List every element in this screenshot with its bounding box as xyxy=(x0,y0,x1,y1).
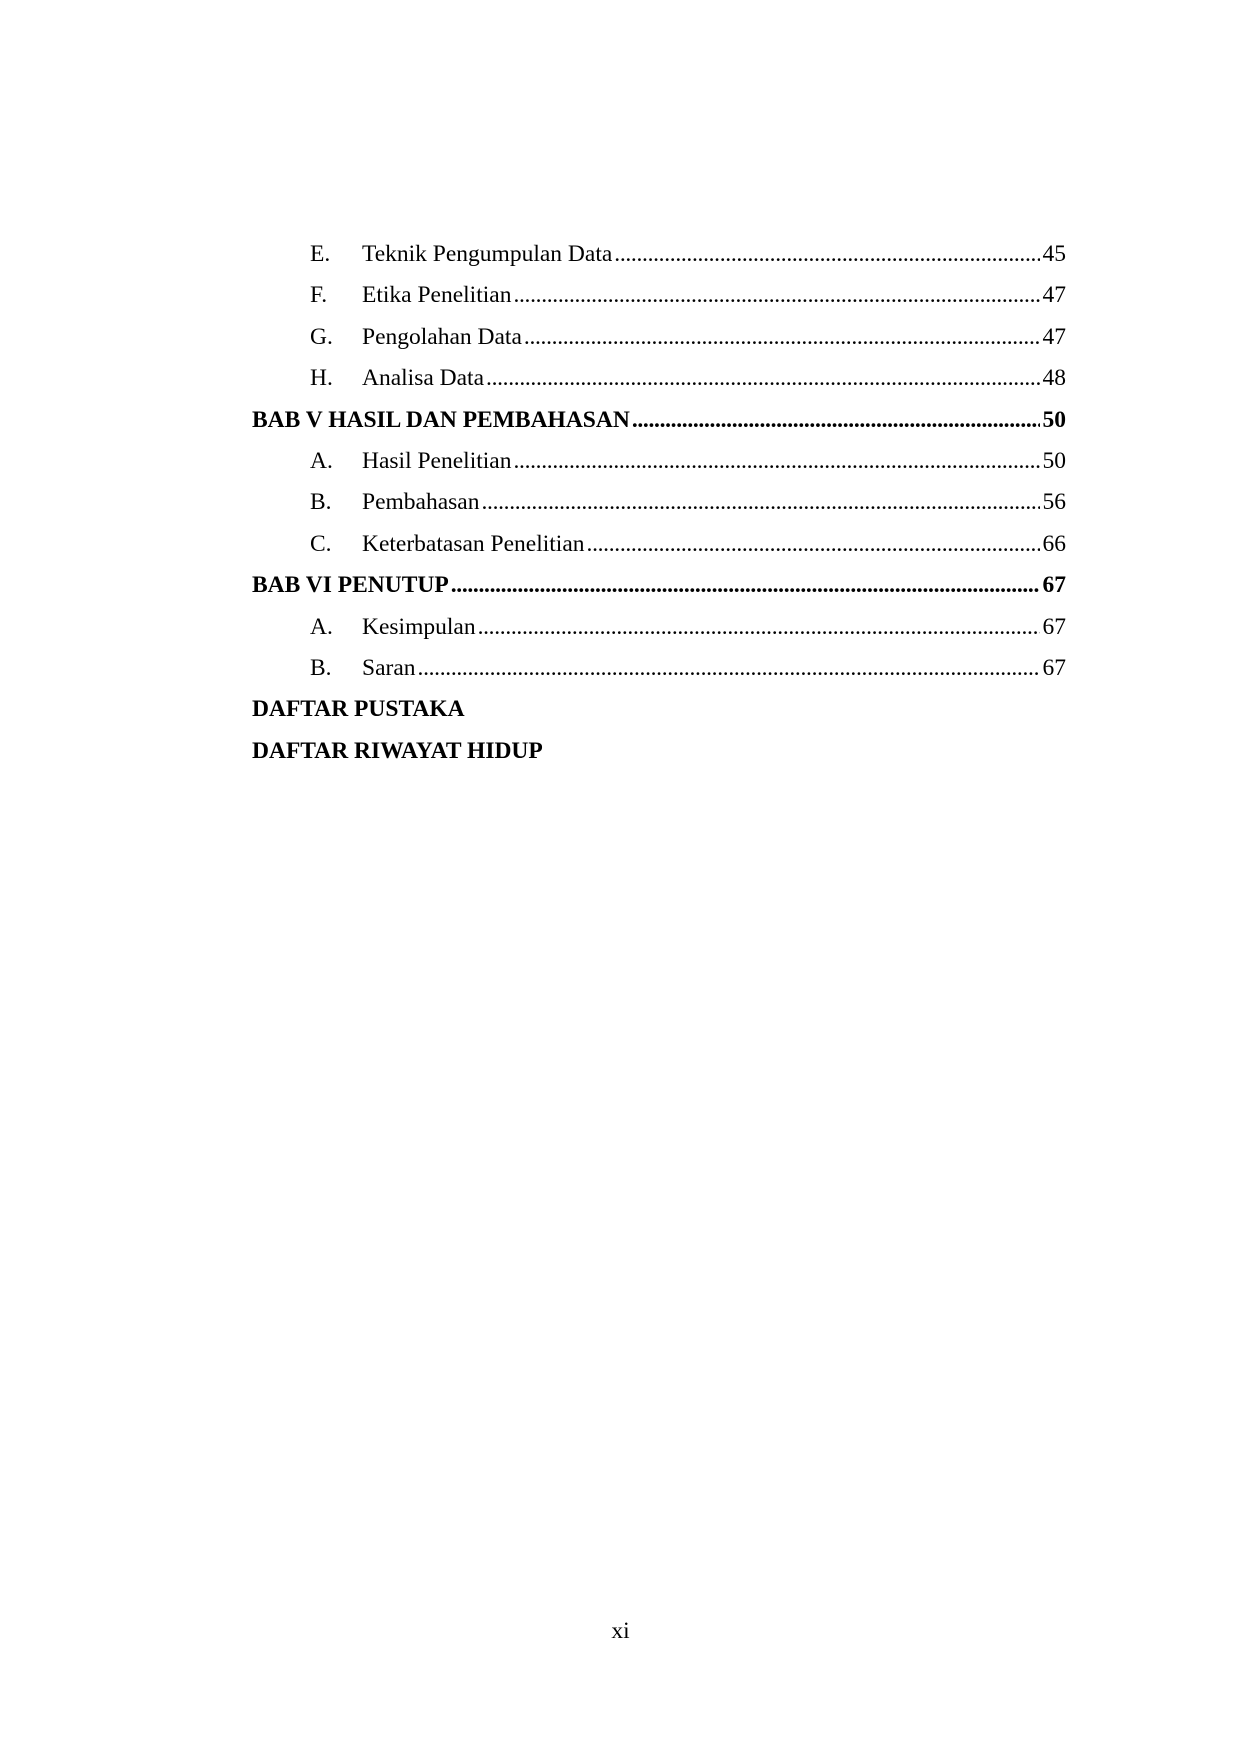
toc-entry-letter: H. xyxy=(310,365,333,392)
toc-entry-title: Kesimpulan xyxy=(362,613,476,640)
toc-heading-daftar-pustaka[interactable] xyxy=(252,689,1066,730)
toc-entry-page: 66 xyxy=(1042,530,1066,557)
dot-leader xyxy=(478,607,1040,648)
toc-entry-letter: B. xyxy=(310,489,332,516)
dot-leader xyxy=(486,358,1039,399)
toc-entry-page: 56 xyxy=(1042,489,1066,516)
toc-entry-pembahasan[interactable] xyxy=(252,482,1066,523)
toc-entry-title: Keterbatasan Penelitian xyxy=(362,530,585,557)
toc-chapter-page: 67 xyxy=(1042,572,1066,599)
toc-entry-title: Teknik Pengumpulan Data xyxy=(362,241,613,267)
page-number: xi xyxy=(611,1618,630,1644)
dot-leader xyxy=(481,482,1039,523)
dot-leader xyxy=(524,317,1040,358)
toc-entry-letter: A. xyxy=(310,447,333,474)
toc-entry-letter: C. xyxy=(310,530,332,557)
toc-chapter-page: 50 xyxy=(1042,406,1066,433)
toc-entry-page: 47 xyxy=(1042,323,1066,350)
toc-heading-title: DAFTAR PUSTAKA xyxy=(252,696,465,723)
toc-entry-letter: F. xyxy=(310,282,328,309)
dot-leader xyxy=(614,234,1039,275)
toc-entry-title: Saran xyxy=(362,654,416,681)
toc-chapter-title: BAB V HASIL DAN PEMBAHASAN xyxy=(252,406,630,433)
dot-leader xyxy=(451,565,1040,606)
toc-entry-pengolahan-data[interactable] xyxy=(252,317,1066,358)
toc-chapter-title: BAB VI PENUTUP xyxy=(252,572,449,599)
dot-leader xyxy=(632,400,1040,441)
dot-leader xyxy=(587,524,1040,565)
toc-entry-letter: G. xyxy=(310,323,333,350)
toc-entry-kesimpulan[interactable] xyxy=(252,607,1066,648)
toc-heading-title: DAFTAR RIWAYAT HIDUP xyxy=(252,737,543,764)
dot-leader xyxy=(513,275,1039,316)
toc-entry-page: 50 xyxy=(1042,447,1066,474)
dot-leader xyxy=(513,441,1039,482)
toc-entry-teknik-pengumpulan-data[interactable] xyxy=(252,234,1066,275)
toc-entry-page: 67 xyxy=(1042,654,1066,681)
toc-entry-analisa-data[interactable] xyxy=(252,358,1066,399)
toc-entry-etika-penelitian[interactable] xyxy=(252,275,1066,316)
toc-entry-title: Pembahasan xyxy=(362,489,480,516)
toc-heading-daftar-riwayat-hidup[interactable] xyxy=(252,731,1066,772)
toc-entry-letter: B. xyxy=(310,654,332,681)
toc-entry-saran[interactable] xyxy=(252,648,1066,689)
toc-entry-title: Hasil Penelitian xyxy=(362,447,512,474)
dot-leader xyxy=(418,648,1040,689)
toc-entry-page: 48 xyxy=(1042,365,1066,392)
toc-entry-keterbatasan-penelitian[interactable] xyxy=(252,524,1066,565)
table-of-contents xyxy=(252,234,1066,772)
toc-entry-letter: A. xyxy=(310,613,333,640)
toc-entry-page: 45 xyxy=(1042,241,1066,267)
toc-entry-hasil-penelitian[interactable] xyxy=(252,441,1066,482)
toc-entry-title: Etika Penelitian xyxy=(362,282,512,309)
toc-entry-title: Pengolahan Data xyxy=(362,323,522,350)
toc-chapter-bab-vi[interactable] xyxy=(252,565,1066,606)
toc-entry-title: Analisa Data xyxy=(362,365,485,392)
toc-entry-page: 67 xyxy=(1042,613,1066,640)
toc-entry-page: 47 xyxy=(1042,282,1066,309)
toc-chapter-bab-v[interactable] xyxy=(252,400,1066,441)
toc-entry-letter: E. xyxy=(310,241,331,267)
